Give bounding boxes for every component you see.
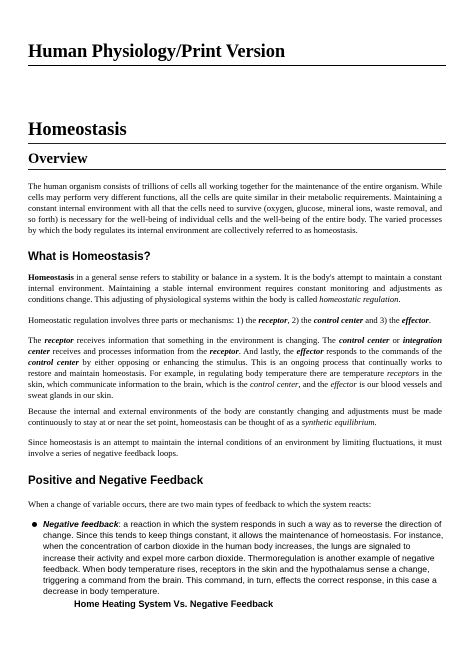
paragraph-text: responds to the commands of the — [323, 346, 442, 357]
feedback-types-list — [30, 519, 444, 597]
positive-negative-feedback-heading: Positive and Negative Feedback — [28, 475, 204, 487]
homeostasis-definition-paragraph — [28, 272, 442, 305]
term-synthetic-equilibrium: synthetic equilibrium — [301, 417, 375, 428]
term-control-center: control center — [313, 315, 364, 325]
term-effector: effector — [401, 315, 429, 325]
paragraph-text: Because the internal and external environments of the body are constantly changing and adjustments must be made continuously to stay at or near the set point, homeostasis can be thought of as a — [28, 406, 442, 428]
term-effector: effector — [296, 346, 324, 357]
chapter-title: Homeostasis — [28, 120, 127, 140]
term-control-center: control center — [28, 357, 79, 368]
paragraph-text: and 3) the — [363, 315, 402, 325]
synthetic-equilibrium-paragraph — [28, 406, 442, 428]
paragraph-text: receives information that something in the environment is changing. The — [73, 335, 339, 345]
term-receptor: receptor — [258, 315, 288, 325]
paragraph-text: in a general sense refers to stability or balance in a system. It is the body's attempt to maintain a constant internal environment. Maintaining a stable internal environment requires constant monitoring and adjustments as conditions change. This adjusting of physiological systems within the body is called — [28, 272, 442, 305]
chapter-divider — [28, 143, 446, 144]
mechanisms-paragraph — [28, 315, 442, 326]
paragraph-text: in the skin, which communicate information to the brain, which is the — [28, 368, 442, 390]
paragraph-text: . And lastly, the — [238, 346, 297, 357]
paragraph-text: Homeostatic regulation involves three parts or mechanisms: 1) the — [28, 315, 259, 325]
what-is-homeostasis-heading: What is Homeostasis? — [28, 251, 151, 263]
term-homeostatic-regulation: homeostatic regulation — [319, 294, 399, 305]
paragraph-text: by either opposing or enhancing the stimulus. This is an ongoing process that continually works to restore and maintain homeostasis. For example, in regulating body temperature there are temperature — [28, 357, 442, 379]
paragraph-text: , 2) the — [287, 315, 314, 325]
paragraph-text: . — [428, 315, 431, 325]
negative-feedback-loops-paragraph: Since homeostasis is an attempt to maintain the internal conditions of an environment by limiting fluctuations, it must involve a series of negative feedback loops. — [28, 437, 442, 459]
feedback-intro-paragraph: When a change of variable occurs, there are two main types of feedback to which the system reacts: — [28, 499, 372, 509]
receptor-explanation-paragraph — [28, 335, 442, 402]
document-title: Human Physiology/Print Version — [28, 42, 286, 62]
term-control-center: control center — [250, 379, 299, 390]
bullet-icon — [32, 522, 37, 527]
paragraph-text: . — [398, 294, 401, 305]
list-item — [30, 519, 444, 597]
term-integration-center: integration center — [28, 335, 442, 357]
term-negative-feedback: Negative feedback — [43, 519, 119, 529]
paragraph-text: , and the — [298, 379, 331, 390]
paragraph-text: or — [389, 335, 403, 345]
term-receptor: receptor — [44, 335, 74, 345]
term-receptor: receptor — [209, 346, 239, 357]
figure-caption: Home Heating System Vs. Negative Feedback — [74, 599, 274, 609]
paragraph-text: The — [28, 335, 45, 345]
list-item-text: : a reaction in which the system responds in such a way as to reverse the direction of change. Since this tends to keep things constant, it allows the maintenance of homeostasis. For instance, when the concentration of carbon dioxide in the human body increases, the lungs are signaled to increase their activity and expel more carbon dioxide. Thermoregulation is another example of negative feedback. When body temperature rises, receptors in the skin and the hypothalamus sense a change, triggering a command from the brain. This command, in turn, effects the correct response, in this case a decrease in body temperature. — [43, 519, 444, 597]
term-control-center: control center — [338, 335, 390, 345]
term-effector: effector — [330, 379, 357, 390]
paragraph-text: receives and processes information from the — [49, 346, 210, 357]
term-homeostasis: Homeostasis — [28, 272, 74, 282]
paragraph-text: . — [374, 417, 377, 428]
overview-heading: Overview — [28, 151, 88, 167]
title-divider — [28, 65, 446, 66]
paragraph-text: is our blood vessels and sweat glands in our skin. — [28, 379, 442, 401]
overview-divider — [28, 169, 446, 170]
overview-paragraph: The human organism consists of trillions of cells all working together for the maintenance of the entire organism. While cells may perform very different functions, all the cells are quite similar in their metabolic requirements. Maintaining a constant internal environment with all that the cells need to survive (oxygen, glucose, mineral ions, waste removal, and so forth) is necessary for the well-being of individual cells and the well-being of the entire body. The varied processes by which the body regulates its internal environment are collectively referred to as homeostasis. — [28, 181, 442, 236]
term-receptors: receptors — [386, 368, 420, 379]
